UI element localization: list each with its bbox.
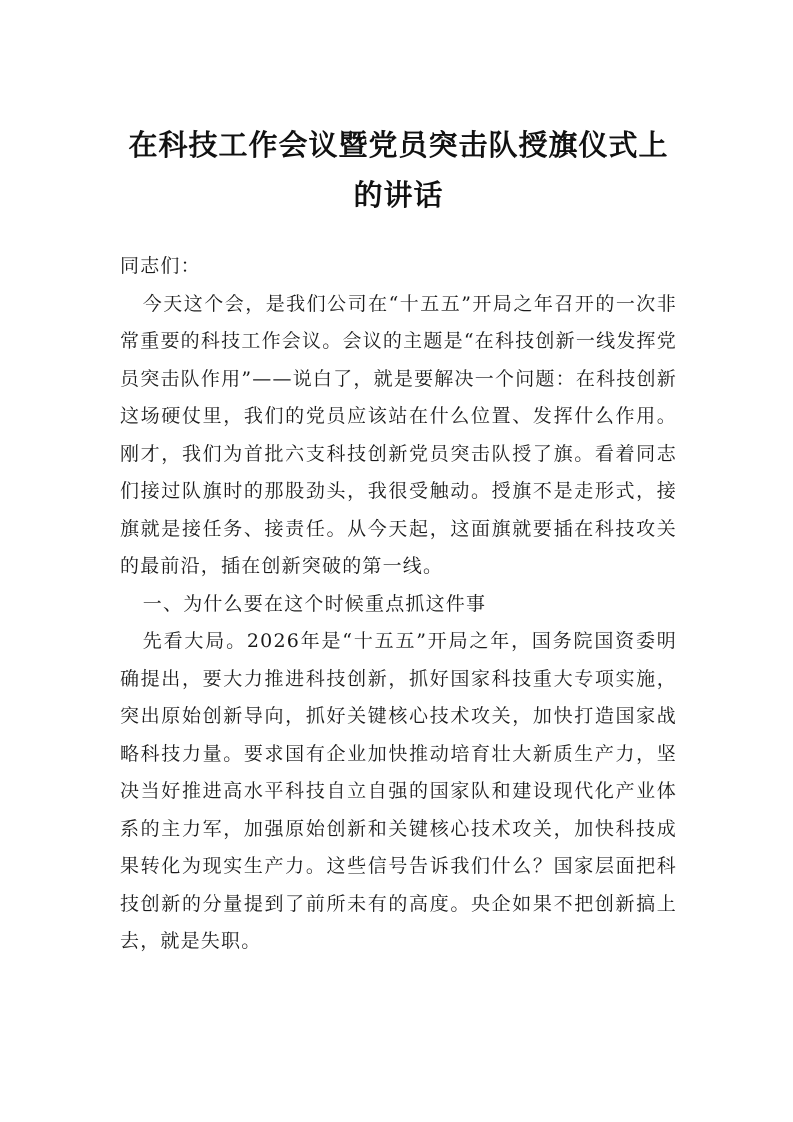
paragraph-opening: 今天这个会，是我们公司在“十五五”开局之年召开的一次非常重要的科技工作会议。会议的主题是“在科技创新一线发挥党员突击队作用”——说白了，就是要解决一个问题：在科技创新这场硬仗里，我们的党员应该站在什么位置、发挥什么作用。刚才，我们为首批六支科技创新党员突击队授了旗。看着同志们接过队旗时的那股劲头，我很受触动。授旗不是走形式，接旗就是接任务、接责任。从今天起，这面旗就要插在科技攻关的最前沿，插在创新突破的第一线。 [120,292,677,577]
document-title [120,120,677,220]
salutation: 同志们： [120,255,201,277]
document-body [120,248,677,961]
section-heading-1: 一、为什么要在这个时候重点抓这件事 [142,592,487,615]
title-line-1: 在科技工作会议暨党员突击队授旗仪式上 [128,128,669,162]
paragraph-big-picture: 先看大局。2026年是“十五五”开局之年，国务院国资委明确提出，要大力推进科技创新，抓好国家科技重大专项实施，突出原始创新导向，抓好关键核心技术攻关，加快打造国家战略科技力量。要求国有企业加快推动培育壮大新质生产力，坚决当好推进高水平科技自立自强的国家队和建设现代化产业体系的主力军，加强原始创新和关键核心技术攻关，加快科技成果转化为现实生产力。这些信号告诉我们什么？国家层面把科技创新的分量提到了前所未有的高度。央企如果不把创新搞上去，就是失职。 [120,630,677,952]
title-line-2: 的讲话 [353,178,444,212]
